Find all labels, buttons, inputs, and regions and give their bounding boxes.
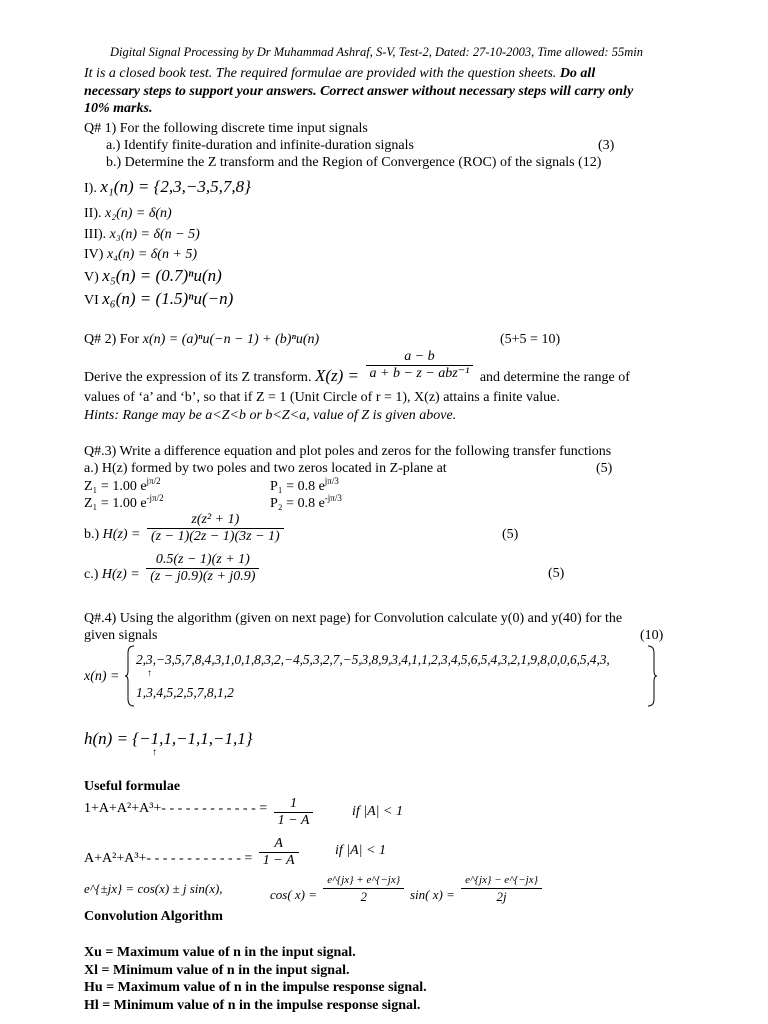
q1-item-1-expr: x₁(n) = {2,3,−3,5,7,8} [100, 177, 251, 196]
q3-b-den: (z − 1)(2z − 1)(3z − 1) [151, 529, 280, 544]
q2-fraction-den: a + b − z − abz⁻¹ [369, 366, 470, 381]
q4-x-origin-arrow: ↑ [147, 668, 152, 679]
q3-part-c [84, 552, 262, 585]
q4-x-label: x(n) = [84, 669, 120, 684]
formula-cos-den: 2 [360, 889, 367, 904]
formula-1-fraction [274, 796, 314, 829]
algorithm-title: Convolution Algorithm [84, 909, 223, 924]
q1-item-1-label: I). [84, 181, 97, 196]
formula-1-den: 1 − A [277, 813, 310, 828]
formula-1 [84, 796, 316, 829]
q3-b-fraction [147, 512, 284, 545]
formula-sin-num: e^{jx} − e^{−jx} [461, 872, 542, 889]
q2-line1b: and determine the range of [479, 369, 630, 385]
q1-item-6 [84, 290, 233, 309]
formula-cos-num: e^{jx} + e^{−jx} [323, 872, 404, 889]
intro-bold1: Do all [559, 66, 596, 81]
q1-item-5-expr: x₅(n) = (0.7)ⁿu(n) [102, 266, 222, 285]
q3-zero-2-text: Z₁ = 1.00 e [84, 496, 147, 511]
intro-line1 [84, 65, 595, 82]
formula-2-den: 1 − A [262, 853, 295, 868]
q3-c-num: 0.5(z − 1)(z + 1) [146, 552, 259, 569]
formula-cos [270, 872, 407, 905]
q2-fraction [366, 349, 474, 382]
q3-b-h: H(z) = [102, 526, 141, 542]
q2-marks: (5+5 = 10) [500, 332, 561, 347]
q3-title: Q#.3) Write a difference equation and plot poles and zeros for the following transfer functions [84, 444, 612, 459]
formula-cos-fraction [323, 872, 404, 905]
formula-1-lhs: 1+A+A²+A³+- - - - - - - - - - - - = [84, 801, 268, 816]
q1-item-6-expr: x₆(n) = (1.5)ⁿu(−n) [102, 289, 234, 308]
q2-title: Q# 2) For [84, 332, 140, 347]
q2-xz: X(z) = [314, 365, 359, 385]
q3-c-h: H(z) = [101, 566, 140, 582]
q1-item-2-label: II). [84, 206, 102, 221]
q2-line2: values of ‘a’ and ‘b’, so that if Z = 1 (Unit Circle of r = 1), X(z) attains a finite value. [84, 390, 560, 405]
formulae-title: Useful formulae [84, 779, 181, 794]
q2-hint: Hints: Range may be a<Z<b or b<Z<a, value of Z is given above. [84, 408, 457, 423]
q1-item-2 [84, 205, 172, 222]
q3-b-label: b.) [84, 526, 100, 542]
q1-item-2-expr: x₂(n) = δ(n) [105, 206, 172, 221]
formula-sin-fraction [461, 872, 542, 905]
formula-2-fraction [259, 836, 299, 869]
q4-h-origin-arrow: ↑ [152, 747, 157, 758]
formula-euler: e^{±jx} = cos(x) ± j sin(x), [84, 881, 223, 896]
q1-item-1 [84, 178, 251, 197]
q4-h-expr: h(n) = {−1,1,−1,1,−1,1} [84, 729, 253, 748]
q2-title-line [84, 331, 319, 348]
q1-item-6-label: VI [84, 293, 99, 308]
q4-x-row2: 1,3,4,5,2,5,7,8,1,2 [136, 685, 234, 700]
q2-derive-line [84, 349, 684, 385]
algorithm-line-hu: Hu = Maximum value of n in the impulse response signal. [84, 980, 427, 995]
q3-c-fraction [146, 552, 259, 585]
q3-b-num: z(z² + 1) [147, 512, 284, 529]
formula-2-lhs: A+A²+A³+- - - - - - - - - - - - = [84, 850, 253, 866]
formula-cos-lhs: cos( x) = [270, 887, 318, 903]
q3-pole-1-text: P₁ = 0.8 e [270, 479, 325, 494]
q1-item-5 [84, 267, 222, 286]
q1-item-3 [84, 226, 200, 243]
q2-expr: x(n) = (a)ⁿu(−n − 1) + (b)ⁿu(n) [142, 332, 320, 347]
q2-fraction-num: a − b [366, 349, 474, 366]
q3-c-marks: (5) [548, 566, 565, 581]
q4-right-brace [646, 645, 658, 707]
q3-part-b [84, 512, 287, 545]
formula-sin-den: 2j [496, 889, 507, 904]
q1-item-5-label: V) [84, 270, 99, 285]
q1-title: Q# 1) For the following discrete time input signals [84, 121, 368, 136]
formula-sin-lhs: sin( x) = [410, 887, 455, 903]
q3-c-den: (z − j0.9)(z + j0.9) [150, 569, 256, 584]
q3-c-label: c.) [84, 566, 99, 582]
formula-2-num: A [259, 836, 299, 853]
formula-2-cond: if |A| < 1 [335, 843, 386, 858]
q3-pole-1-exp: jπ/3 [324, 476, 339, 486]
q3-part-a-marks: (5) [596, 461, 613, 476]
intro-line3: 10% marks. [84, 101, 153, 116]
q4-left-brace [124, 645, 136, 707]
q1-item-4-expr: x₄(n) = δ(n + 5) [106, 247, 198, 262]
intro-plain: It is a closed book test. The required formulae are provided with the question sheets. [84, 66, 560, 81]
q3-pole-2-text: P₂ = 0.8 e [270, 496, 325, 511]
q3-zero-1-exp: jπ/2 [146, 476, 161, 486]
q4-marks: (10) [640, 628, 664, 643]
q3-pole-2-exp: -jπ/3 [324, 493, 342, 503]
q1-item-4 [84, 246, 197, 263]
q3-part-a: a.) H(z) formed by two poles and two zeros located in Z-plane at [84, 461, 447, 476]
formula-1-num: 1 [274, 796, 314, 813]
q3-zero-2-exp: -jπ/2 [146, 493, 164, 503]
algorithm-line-hl: Hl = Minimum value of n in the impulse response signal. [84, 998, 421, 1013]
q3-zero-1-text: Z₁ = 1.00 e [84, 479, 147, 494]
q1-part-a: a.) Identify finite-duration and infinite-duration signals [106, 138, 414, 153]
q1-item-3-expr: x₃(n) = δ(n − 5) [109, 227, 200, 242]
formula-1-cond: if |A| < 1 [352, 804, 403, 819]
q4-title2: given signals [84, 628, 158, 643]
q3-b-marks: (5) [502, 527, 519, 542]
q1-item-3-label: III). [84, 227, 107, 242]
intro-line2: necessary steps to support your answers. Correct answer without necessary steps will carry only [84, 84, 634, 99]
q3-zero-2 [84, 495, 164, 512]
algorithm-line-xu: Xu = Maximum value of n in the input signal. [84, 945, 356, 960]
q1-item-4-label: IV) [84, 247, 104, 262]
q1-part-a-marks: (3) [598, 138, 615, 153]
formula-sin [410, 872, 545, 905]
algorithm-line-xl: Xl = Minimum value of n in the input signal. [84, 963, 350, 978]
formula-2 [84, 836, 302, 869]
q3-pole-2 [270, 495, 342, 512]
q1-part-b: b.) Determine the Z transform and the Region of Convergence (ROC) of the signals (12) [106, 155, 602, 170]
document-header: Digital Signal Processing by Dr Muhammad Ashraf, S-V, Test-2, Dated: 27-10-2003, Time allowed: 55min [110, 45, 643, 59]
q4-x-row1: 2,3,−3,5,7,8,4,3,1,0,1,8,3,2,−4,5,3,2,7,−5,3,8,9,3,4,1,1,2,3,4,5,6,5,4,3,2,1,9,8,0,0,6,5,4,3, [136, 652, 610, 667]
q4-title: Q#.4) Using the algorithm (given on next page) for Convolution calculate y(0) and y(40) for the [84, 611, 623, 626]
q2-line1a: Derive the expression of its Z transform. [84, 369, 312, 385]
